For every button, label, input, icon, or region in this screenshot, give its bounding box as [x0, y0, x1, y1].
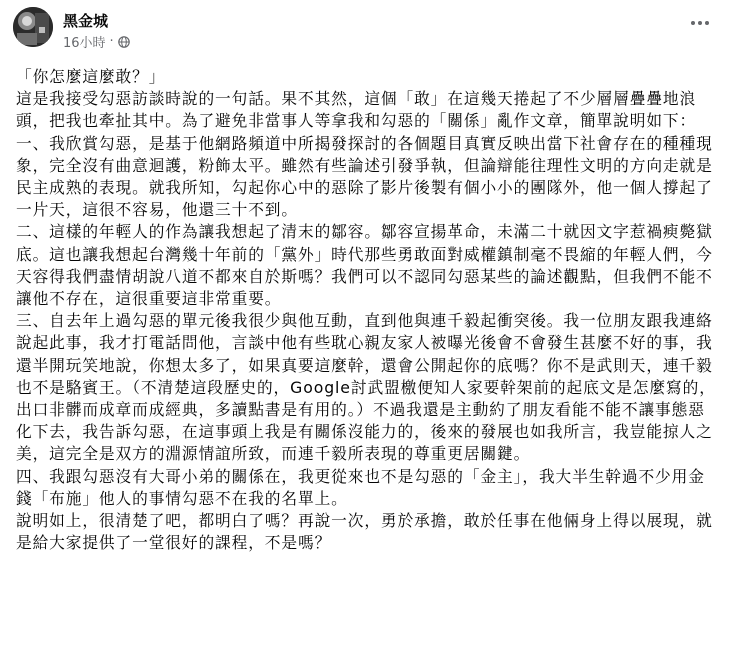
post-paragraph: 二、這樣的年輕人的作為讓我想起了清末的鄒容。鄒容宣揚革命，未滿二十就因文字惹禍瘐斃獄底。這也讓我想起台灣幾十年前的「黨外」時代那些勇敢面對威權鎮制毫不畏縮的年輕人們，今天容得我們盡情胡說八道不都來自於斯嗎？我們可以不認同勾惡某些的論述觀點，但我們不能不讓他不存在，這很重要這非常重要。: [16, 222, 713, 309]
post-paragraph: 說明如上，很清楚了吧，都明白了嗎？再說一次，勇於承擔，敢於任事在他倆身上得以展現，就是給大家提供了一堂很好的課程，不是嗎？: [16, 511, 713, 553]
post-header: [13, 7, 713, 59]
post-meta: [63, 32, 130, 51]
post-body: [16, 66, 716, 554]
post-time[interactable]: 16小時: [63, 36, 106, 51]
avatar[interactable]: [13, 7, 53, 47]
globe-icon: [118, 36, 130, 48]
author-name[interactable]: 黑金城: [63, 12, 109, 30]
avatar-image: [13, 7, 53, 47]
post-paragraph: 三、自去年上過勾惡的單元後我很少與他互動，直到他與連千毅起衝突後。我一位朋友跟我連絡說起此事，我才打電話問他，言談中他有些耽心親友家人被曝光後會不會發生甚麼不好的事，我還半開玩笑地說，你想太多了，如果真要這麼幹，還會公開起你的底嗎？你不是武則天，連千毅也不是駱賓王。（不清楚這段歷史的，Google討武盟檄便知人家要幹架前的起底文是怎麼寫的，出口非髒而成章而成經典，多讀點書是有用的。）不過我還是主動約了朋友看能不能不讓事態惡化下去，我告訴勾惡，在這事頭上我是有關係沒能力的，後來的發展也如我所言，我豈能掠人之美，這完全是双方的淵源情誼所致，而連千毅所表現的尊重更居關鍵。: [16, 311, 716, 464]
post-paragraph: 四、我跟勾惡沒有大哥小弟的關係在，我更從來也不是勾惡的「金主」，我大半生幹過不少用金錢「布施」他人的事情勾惡不在我的名單上。: [16, 466, 705, 508]
post-paragraph: 一、我欣賞勾惡，是基于他網路頻道中所揭發探討的各個題目真實反映出當下社會存在的種種現象，完全沒有曲意迴護，粉飾太平。雖然有些論述引發爭執，但論辯能往理性文明的方向走就是民主成熟的表現。就我所知，勾起你心中的惡除了影片後製有個小小的團隊外，他一個人撐起了一片天，這很不容易，他還三十不到。: [16, 133, 713, 220]
more-options-icon[interactable]: [687, 13, 713, 33]
post-paragraph: 這是我接受勾惡訪談時說的一句話。果不其然，這個「敢」在這幾天捲起了不少層層疊疊地浪頭，把我也牽扯其中。為了避免非當事人等拿我和勾惡的「關係」亂作文章，簡單說明如下：: [16, 89, 697, 131]
post-paragraph: 「你怎麼這麼敢？」: [16, 67, 166, 86]
meta-separator: ·: [109, 34, 114, 49]
